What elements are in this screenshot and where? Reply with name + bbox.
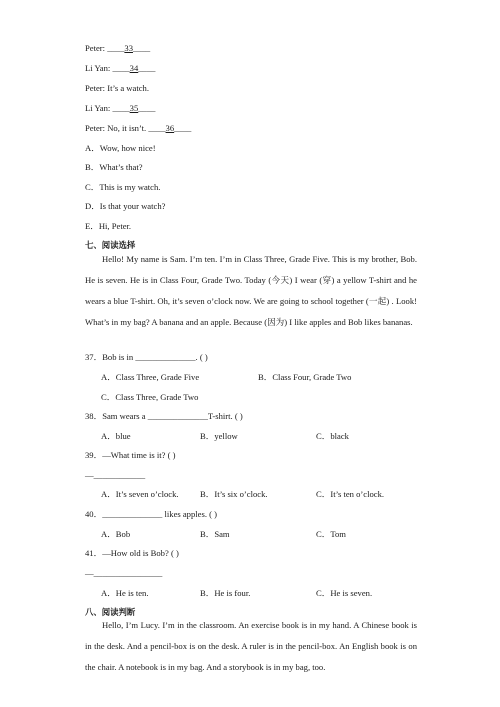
- blank-number: 34: [129, 63, 139, 73]
- speaker: Peter:: [85, 43, 106, 53]
- question-38-option-b: B．yellow: [200, 431, 238, 441]
- question-38-option-c: C．black: [316, 431, 349, 441]
- blank-pre: ____: [112, 63, 130, 73]
- dialogue-option-e: E．Hi, Peter.: [85, 221, 132, 231]
- question-41-option-a: A．He is ten.: [101, 588, 149, 598]
- dialogue-option-d: D．Is that your watch?: [85, 201, 166, 211]
- question-40-option-c: C．Tom: [316, 529, 346, 539]
- question-38-stem: 38．Sam wears a ______________T-shirt. ( ): [85, 411, 243, 421]
- question-37-option-b: B．Class Four, Grade Two: [258, 372, 352, 382]
- speaker: Li Yan:: [85, 63, 111, 73]
- dialogue-text: It’s a watch.: [107, 83, 149, 93]
- question-40-option-a: A．Bob: [101, 529, 131, 539]
- question-39-stem: 39．—What time is it? ( ): [85, 450, 176, 460]
- question-38-option-a: A．blue: [101, 431, 131, 441]
- blank-post: ____: [132, 43, 151, 53]
- question-37-stem: 37．Bob is in ______________. ( ): [85, 352, 208, 362]
- blank-number: 35: [129, 103, 139, 113]
- blank-post: ____: [174, 123, 192, 133]
- question-41-answer-line: —________________: [85, 568, 163, 578]
- question-40-option-b: B．Sam: [200, 529, 230, 539]
- dialogue-option-a: A．Wow, how nice!: [85, 143, 156, 153]
- question-39-option-c: C．It’s ten o’clock.: [316, 489, 385, 499]
- dialogue-text: No, it isn’t.: [107, 123, 147, 133]
- question-37-option-a: A．Class Three, Grade Five: [101, 372, 200, 382]
- blank-number: 36: [165, 123, 175, 133]
- dialogue-line-35: [85, 102, 155, 114]
- speaker: Peter:: [85, 123, 106, 133]
- question-41-stem: 41．—How old is Bob? ( ): [85, 548, 179, 558]
- section-8-title: 八、阅读判断: [85, 607, 136, 617]
- blank-pre: ____: [148, 123, 166, 133]
- blank-post: ____: [138, 63, 156, 73]
- question-41-option-c: C．He is seven.: [316, 588, 373, 598]
- question-39-option-b: B．It’s six o’clock.: [200, 489, 268, 499]
- dialogue-line-34: [85, 62, 155, 74]
- blank-pre: ____: [107, 43, 125, 53]
- speaker: Peter:: [85, 83, 106, 93]
- blank-post: ____: [138, 103, 156, 113]
- dialogue-option-c: C．This is my watch.: [85, 182, 161, 192]
- dialogue-option-b: B．What’s that?: [85, 162, 143, 172]
- section-7-title: 七、阅读选择: [85, 240, 136, 250]
- question-41-option-b: B．He is four.: [200, 588, 251, 598]
- section-8-passage: Hello, I’m Lucy. I’m in the classroom. An exercise book is in my hand. A Chinese book is in the desk. And a pencil-box is on the desk. A ruler is in the pencil-box. An English book is on the chair. A notebook is in my bag. And a storybook is in my bag, too.: [85, 620, 417, 672]
- question-37-option-c: C．Class Three, Grade Two: [101, 392, 199, 402]
- dialogue-line-36: [85, 122, 191, 134]
- speaker: Li Yan:: [85, 103, 111, 113]
- question-39-answer-line: —____________: [85, 470, 146, 480]
- section-7-passage: Hello! My name is Sam. I’m ten. I’m in Class Three, Grade Five. This is my brother, Bob. He is seven. He is in Class Four, Grade Two. Today (今天) I wear (穿) a yellow T-shirt and he wears a blue T-shirt. Oh, it’s seven o’clock now. We are going to school together (一起) . Look! What’s in my bag? A banana and an apple. Because (因为) I like apples and Bob likes bananas.: [85, 254, 417, 327]
- question-39-option-a: A．It’s seven o’clock.: [101, 489, 179, 499]
- blank-number: 33: [124, 43, 133, 53]
- question-40-stem: 40．______________ likes apples. ( ): [85, 509, 217, 519]
- dialogue-line-watch: [85, 82, 149, 94]
- blank-pre: ____: [112, 103, 130, 113]
- dialogue-line-33: [85, 42, 150, 54]
